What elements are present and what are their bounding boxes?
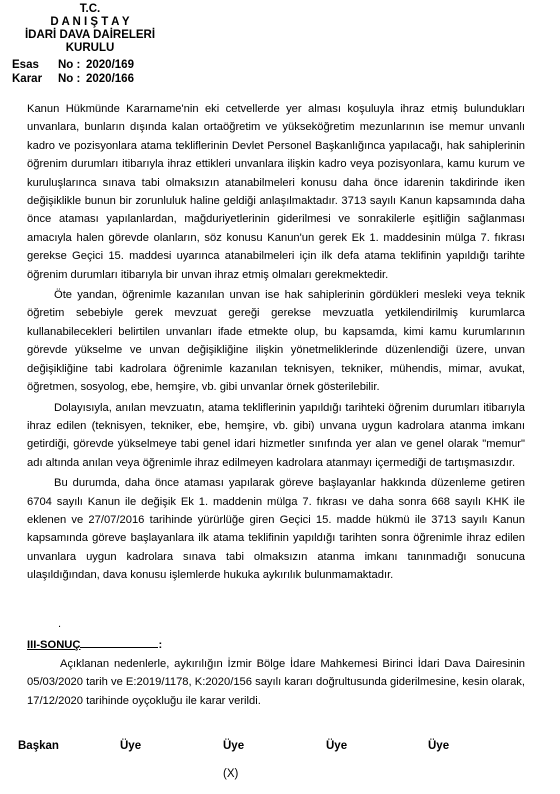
header-kurulu: KURULU xyxy=(65,42,115,54)
section-title-text: III-SONUÇ xyxy=(27,639,81,651)
signature-uye-3: Üye xyxy=(326,740,348,752)
esas-row xyxy=(12,58,134,72)
header-danistay: D A N I Ş T A Y xyxy=(50,16,130,28)
paragraph-2: Öte yandan, öğrenimle kazanılan unvan ise hak sahiplerinin gördükleri mesleki veya teknik öğretim sebebiyle gerek mevzuat gereği gerekse mevzuatla yetkilendirilmiş kurumlarca kullanabilecekleri belirtilen unvanları ifade etmekte olup, bu kapsamda, kimi kamu kurumlarının görevde yükselme ve unvan değişikliğine ilişkin yönetmeliklerinde düzenlendiği üzere, unvan değişikliğine tabi kadrolara öğrenimle kazanılan teknisyen, tekniker, mühendis, mimar, avukat, öğretmen, sosyolog, ebe, hemşire, vb. gibi unvanlar örnek gösterilebilir. xyxy=(27,289,525,394)
section-underline xyxy=(80,637,158,648)
header-idari-dava: İDARİ DAVA DAİRELERİ xyxy=(24,29,156,41)
karar-no-label: No : xyxy=(58,73,81,85)
header-tc: T.C. xyxy=(79,3,101,15)
section-title xyxy=(27,637,162,651)
esas-value: 2020/169 xyxy=(86,59,134,71)
section-colon: : xyxy=(158,639,163,651)
esas-no-label: No : xyxy=(58,59,81,71)
signature-uye-2: Üye xyxy=(223,740,245,752)
conclusion xyxy=(27,655,525,710)
paragraph-1: Kanun Hükmünde Kararname'nin eki cetvellerde yer alması koşuluyla ihraz etmiş bulundukları unvanlara, bunların dışında kalan ortaöğretim ve yükseköğretim mezunlarının ise memur unvanlı kadro ve pozisyonlara atama tekliflerinin Devlet Personel Başkanlığınca yapılacağı, hak sahiplerinin öğrenim durumları itibarıyla ihraz ettikleri unvanlara ilişkin kadro veya pozisyonlara, kamu kurum ve kuruluşlarınca sınava tabi olmaksızın atanabilmeleri konusu daha önce idarenin takdirinde iken değişiklikle bunun bir zorunluluk haline geldiği anlaşılmaktadır. 3713 sayılı Kanun kapsamında daha önce ataması yapılanlardan, mağduriyetlerinin giderilmesi ve sonrakilerle eşitliğin sağlanması amacıyla halen görevde olanların, söz konusu Kanun'un gerek Ek 1. maddesinin mülga 7. fıkrası gerekse Geçici 15. maddesi uyarınca atanabilmeleri için ilk defa atama teklifinin yapıldığı tarihte öğrenim durumları itibarıyla bir unvan ihraz etmiş olmaları gerekmektedir. xyxy=(27,103,525,281)
signature-uye-4: Üye xyxy=(428,740,450,752)
conclusion-text: Açıklanan nedenlerle, aykırılığın İzmir Bölge İdare Mahkemesi Birinci İdari Dava Dairesinin 05/03/2020 tarih ve E:2019/1178, K:2020/156 sayılı kararı doğrultusunda giderilmesine, kesin olarak, 17/12/2020 tarihinde oyçokluğu ile karar verildi. xyxy=(27,658,525,707)
signature-baskan: Başkan xyxy=(18,740,59,752)
paragraph-3: Dolayısıyla, anılan mevzuatın, atama tekliflerinin yapıldığı tarihteki öğrenim durumları itibarıyla ihraz edilen (teknisyen, tekniker, ebe, hemşire, vb. gibi) unvana uygun kadrolara atanma imkanı getirdiği, görevde yükselmeye tabi genel idari hizmetler sınıfında yer alan ve genel olarak "memur" adı altında anılan veya öğrenimle ihraz edilmeyen kadrolara atanmayı içermediği de tartışmasızdır. xyxy=(27,401,525,469)
karar-value: 2020/166 xyxy=(86,73,134,85)
court-header xyxy=(0,3,180,55)
signature-uye-1: Üye xyxy=(120,740,142,752)
esas-label: Esas xyxy=(12,59,39,71)
dot-mark: . xyxy=(58,618,62,630)
dissent-mark: (X) xyxy=(223,768,239,780)
case-meta xyxy=(12,58,134,86)
karar-row xyxy=(12,72,134,86)
decision-body xyxy=(27,100,525,585)
karar-label: Karar xyxy=(12,73,43,85)
paragraph-4: Bu durumda, daha önce ataması yapılarak göreve başlayanlar hakkında düzenleme getiren 6704 sayılı Kanun ile değişik Ek 1. maddenin mülga 7. fıkrası ve daha sonra 668 sayılı KHK ile eklenen ve 27/07/2016 tarihinde yürürlüğe giren Geçici 15. madde hükmü ile 3713 sayılı Kanun kapsamında göreve başlayanlara ilk atama teklifinin yapıldığı tarihten sonra öğrenimle ihraz edilen unvanlara uygun kadrolara sınava tabi olmaksızın atanma imkanı tanınmadığı sonucuna ulaşıldığından, dava konusu işlemlerde hukuka aykırılık bulunmamaktadır. xyxy=(27,477,525,582)
